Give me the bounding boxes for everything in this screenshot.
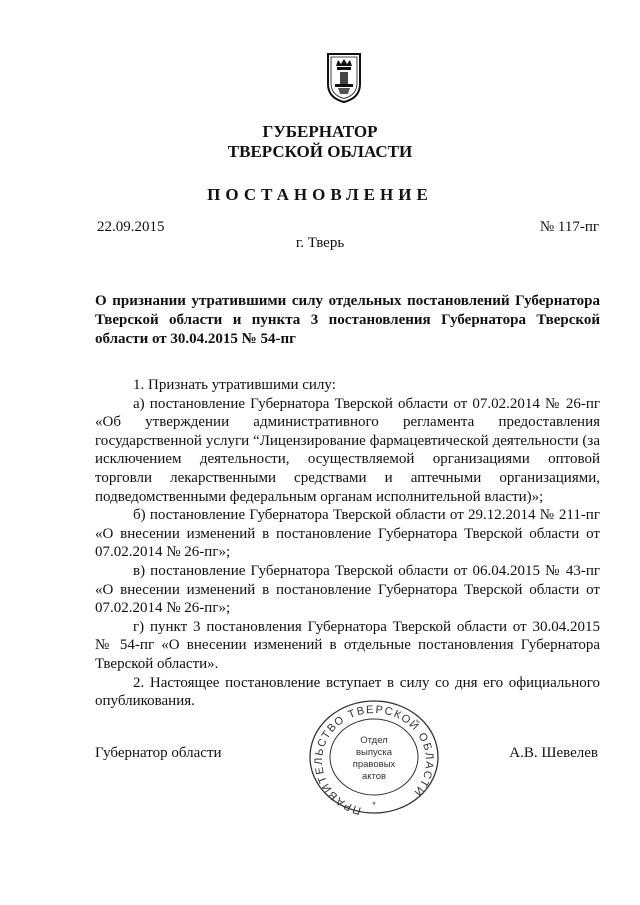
paragraph-g: г) пункт 3 постановления Губернатора Тверской области от 30.04.2015 № 54-пг «О внесении изменений в отдельные постановления Губернатора Тверской области». [95,618,600,672]
paragraph-v: в) постановление Губернатора Тверской области от 06.04.2015 № 43-пг «О внесении изменений в постановление Губернатора Тверской области от 07.02.2014 № 26-пг»; [95,562,600,617]
stamp-line-1: Отдел [360,735,388,746]
signature-name: А.В. Шевелев [509,745,598,761]
document-subject: О признании утратившими силу отдельных постановлений Губернатора Тверской области и пункта 3 постановления Губернатора Тверской области от 30.04.2015 № 54-пг [95,293,600,347]
title-governor: ГУБЕРНАТОР [262,122,378,141]
stamp-star-icon: * [372,800,376,810]
official-stamp [305,697,443,817]
paragraph-1: 1. Признать утратившими силу: [133,377,336,393]
document-date: 22.09.2015 [97,219,165,235]
document-body [95,376,600,711]
paragraph-b: б) постановление Губернатора Тверской области от 29.12.2014 № 211-пг «О внесении изменений в постановление Губернатора Тверской области от 07.02.2014 № 26-пг»; [95,507,600,561]
document-city: г. Тверь [295,235,345,251]
stamp-ring-text: ПРАВИТЕЛЬСТВО ТВЕРСКОЙ ОБЛАСТИ [313,703,436,817]
paragraph-a: а) постановление Губернатора Тверской области от 07.02.2014 № 26-пг «Об утверждении административного регламента предоставления государственной услуги “Лицензирование фармацевтической деятельности (за исключением деятельности, осуществляемой организациями оптовой торговли лекарственными средствами и аптечными организациями, подведомственными федеральным органам исполнительной власти)»; [95,395,600,505]
signature-position: Губернатор области [95,745,222,761]
document-number: № 117-пг [539,219,599,235]
coat-of-arms-icon [326,52,362,104]
document-type: ПОСТАНОВЛЕНИЕ [207,185,433,204]
stamp-line-2: выпуска [355,747,393,758]
title-region: ТВЕРСКОЙ ОБЛАСТИ [227,142,413,161]
stamp-line-4: актов [361,771,387,782]
paragraph-2: 2. Настоящее постановление вступает в силу со дня его официального опубликования. [95,674,600,710]
stamp-line-3: правовых [352,759,396,770]
